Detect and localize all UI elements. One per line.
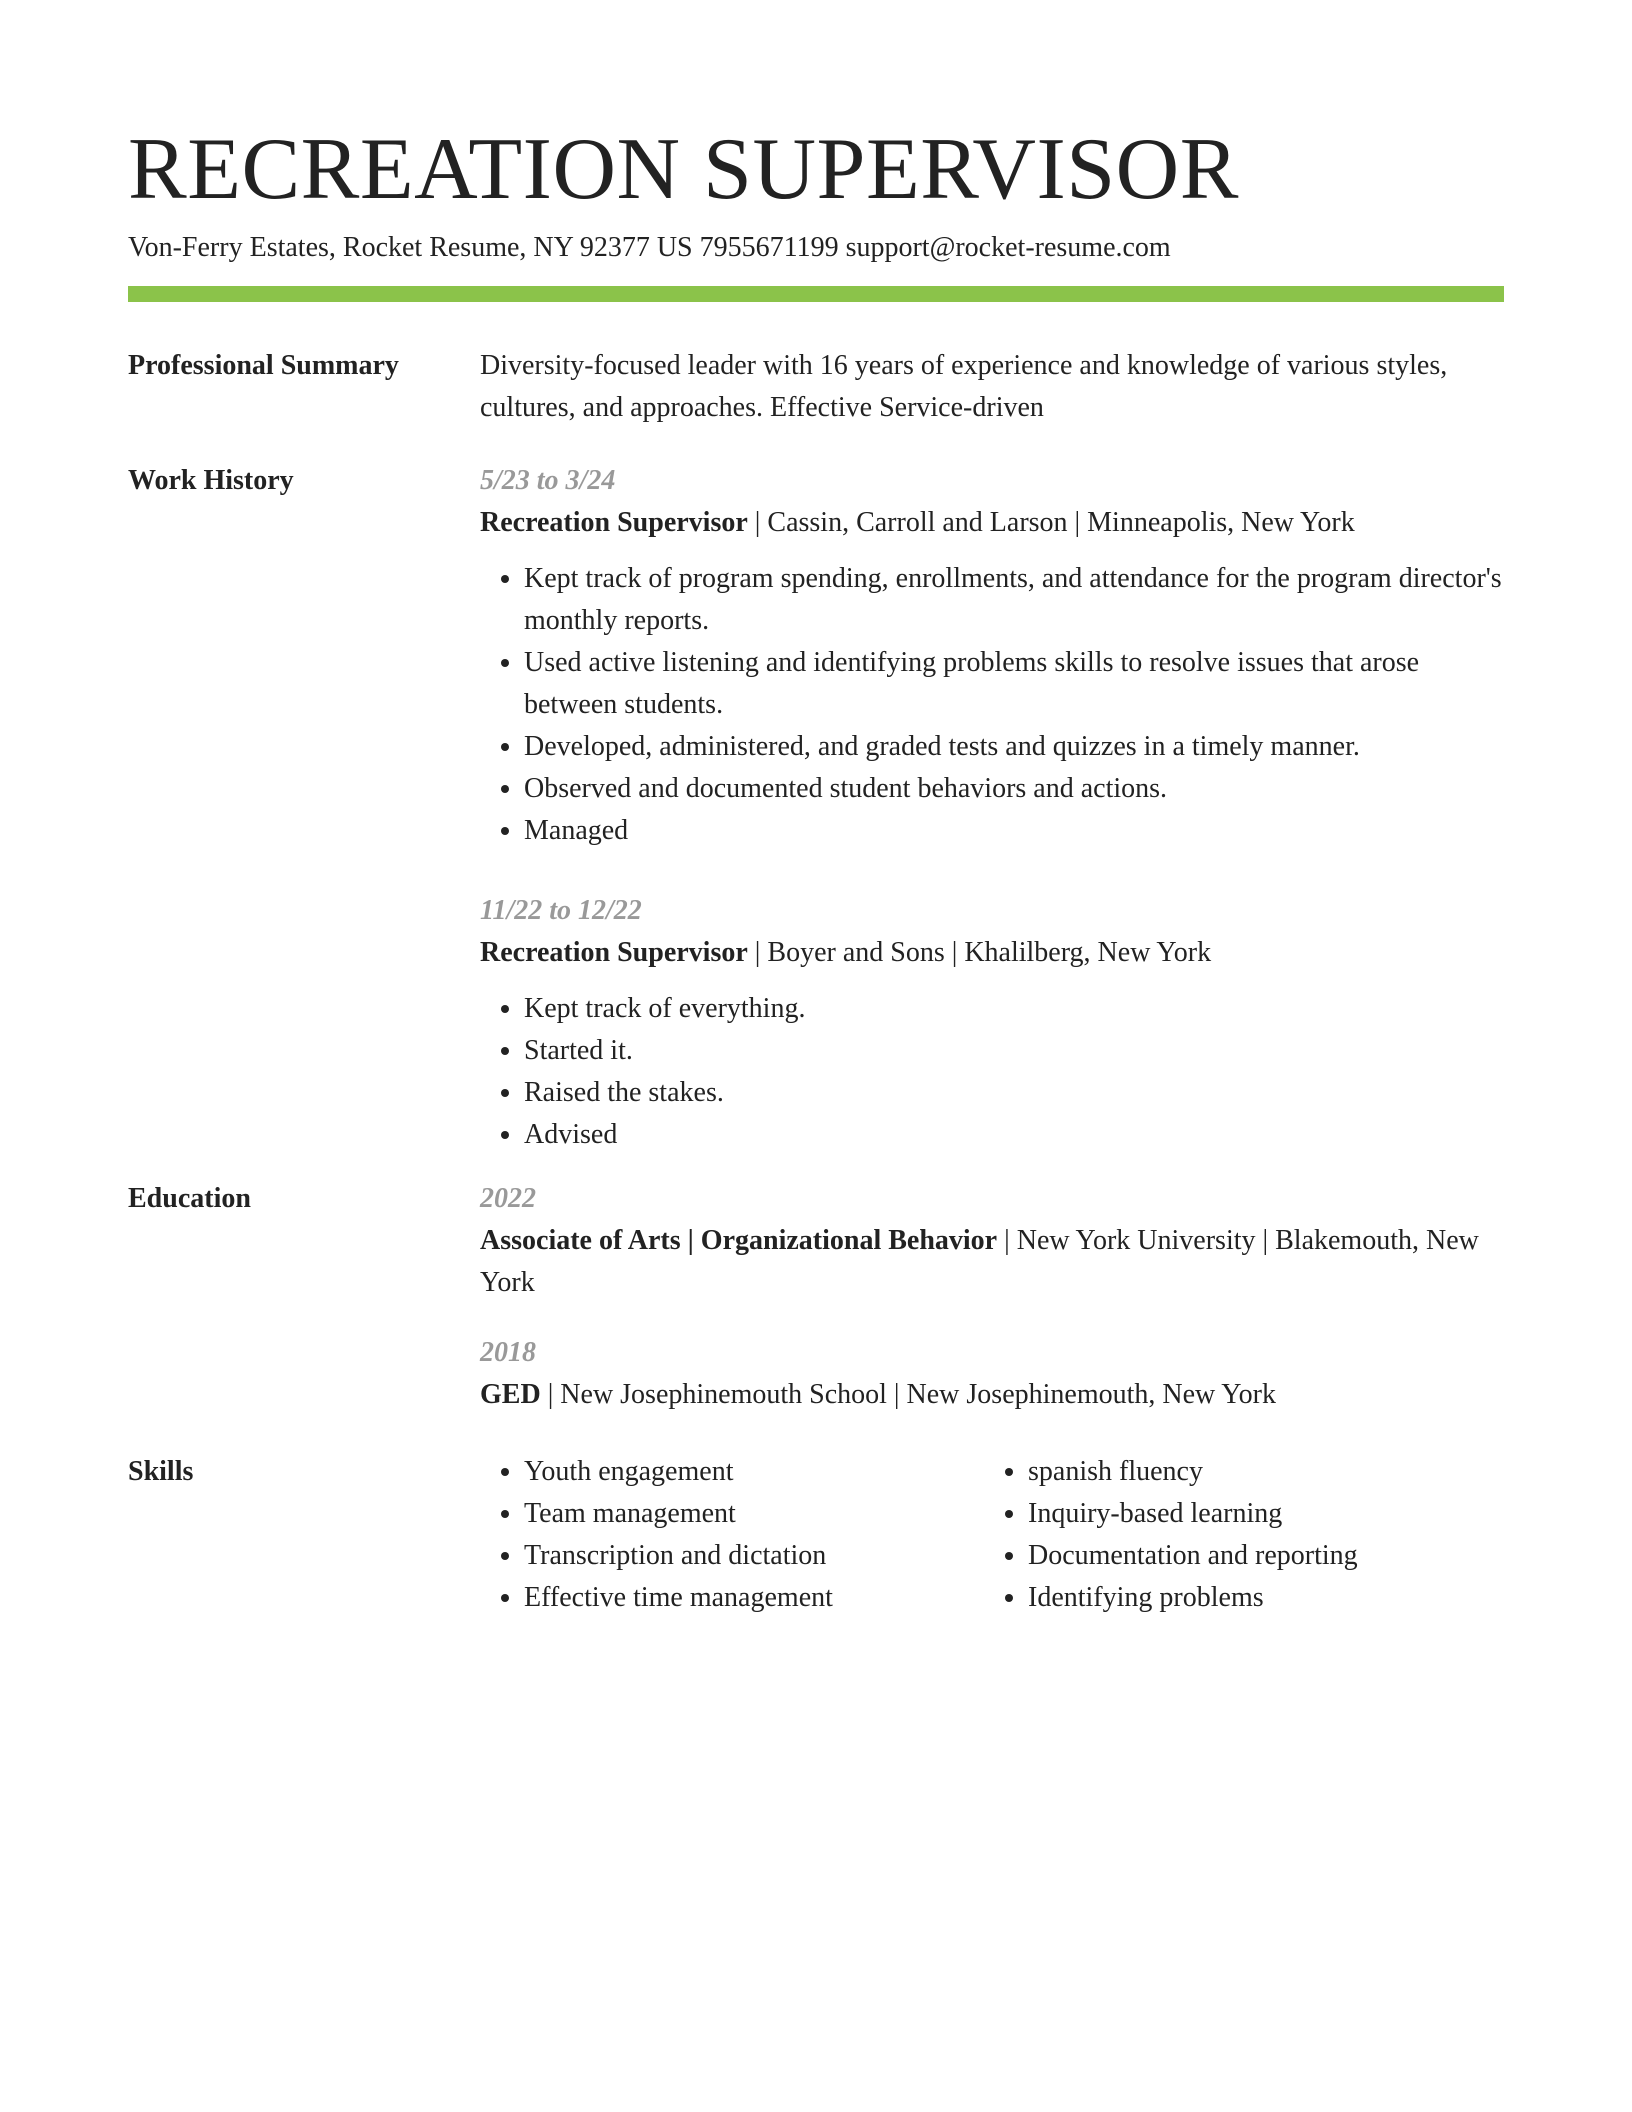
job-entry <box>480 890 1510 1156</box>
work-history-body <box>480 460 1510 1178</box>
job-title: Recreation Supervisor <box>480 937 748 968</box>
education-entry <box>480 1332 1510 1416</box>
job-bullets <box>480 988 1510 1156</box>
skill-item: • Inquiry-based learning <box>1028 1493 1488 1535</box>
job-heading <box>480 932 1510 974</box>
education-details: | New York University | Blakemouth, New York <box>480 1225 1479 1298</box>
education-entry <box>480 1178 1510 1304</box>
skill-item: • Documentation and reporting <box>1028 1535 1488 1577</box>
job-heading <box>480 502 1510 544</box>
skill-item: • Team management <box>524 1493 984 1535</box>
job-bullet: • Used active listening and identifying problems skills to resolve issues that arose between students. <box>524 642 1510 726</box>
skill-item: • Identifying problems <box>1028 1577 1488 1619</box>
summary-text: Diversity-focused leader with 16 years of experience and knowledge of various styles, cultures, and approaches. Effective Service-driven <box>480 350 1448 423</box>
job-bullet: • Advised <box>524 1114 1510 1156</box>
section-label-summary: Professional Summary <box>128 350 399 381</box>
education-heading <box>480 1220 1510 1304</box>
job-bullet: • Started it. <box>524 1030 1510 1072</box>
job-bullet: • Observed and documented student behaviors and actions. <box>524 768 1510 810</box>
education-heading <box>480 1374 1510 1416</box>
job-dates: 5/23 to 3/24 <box>480 465 616 496</box>
skills-list-right <box>984 1451 1488 1619</box>
skill-item: • spanish fluency <box>1028 1451 1488 1493</box>
education-degree: Associate of Arts | Organizational Behavior <box>480 1225 998 1256</box>
job-bullet: • Kept track of everything. <box>524 988 1510 1030</box>
job-entry <box>480 460 1510 852</box>
job-bullets <box>480 558 1510 852</box>
job-dates: 11/22 to 12/22 <box>480 895 642 926</box>
job-details: | Boyer and Sons | Khalilberg, New York <box>747 937 1212 968</box>
job-title: Recreation Supervisor <box>480 507 748 538</box>
skill-item: • Transcription and dictation <box>524 1535 984 1577</box>
skills-list-left <box>480 1451 984 1619</box>
job-bullet: • Developed, administered, and graded tests and quizzes in a timely manner. <box>524 726 1510 768</box>
education-degree: GED <box>480 1379 541 1410</box>
job-details: | Cassin, Carroll and Larson | Minneapolis, New York <box>747 507 1355 538</box>
skills-columns <box>480 1451 1510 1619</box>
resume-title: RECREATION SUPERVISOR <box>128 121 1239 218</box>
section-label-work: Work History <box>128 465 294 496</box>
section-label-skills: Skills <box>128 1456 194 1487</box>
skills-body <box>480 1451 1510 1619</box>
education-body <box>480 1178 1510 1438</box>
skill-item: • Effective time management <box>524 1577 984 1619</box>
education-year: 2022 <box>480 1183 536 1214</box>
job-bullet: • Raised the stakes. <box>524 1072 1510 1114</box>
section-label-education: Education <box>128 1183 251 1214</box>
job-bullet: • Kept track of program spending, enrollments, and attendance for the program director's monthly reports. <box>524 558 1510 642</box>
education-year: 2018 <box>480 1337 536 1368</box>
contact-line: Von-Ferry Estates, Rocket Resume, NY 92377 US 7955671199 support@rocket-resume.com <box>128 232 1171 263</box>
skill-item: • Youth engagement <box>524 1451 984 1493</box>
accent-divider <box>128 286 1504 302</box>
job-bullet: • Managed <box>524 810 1510 852</box>
education-details: | New Josephinemouth School | New Josephinemouth, New York <box>540 1379 1276 1410</box>
